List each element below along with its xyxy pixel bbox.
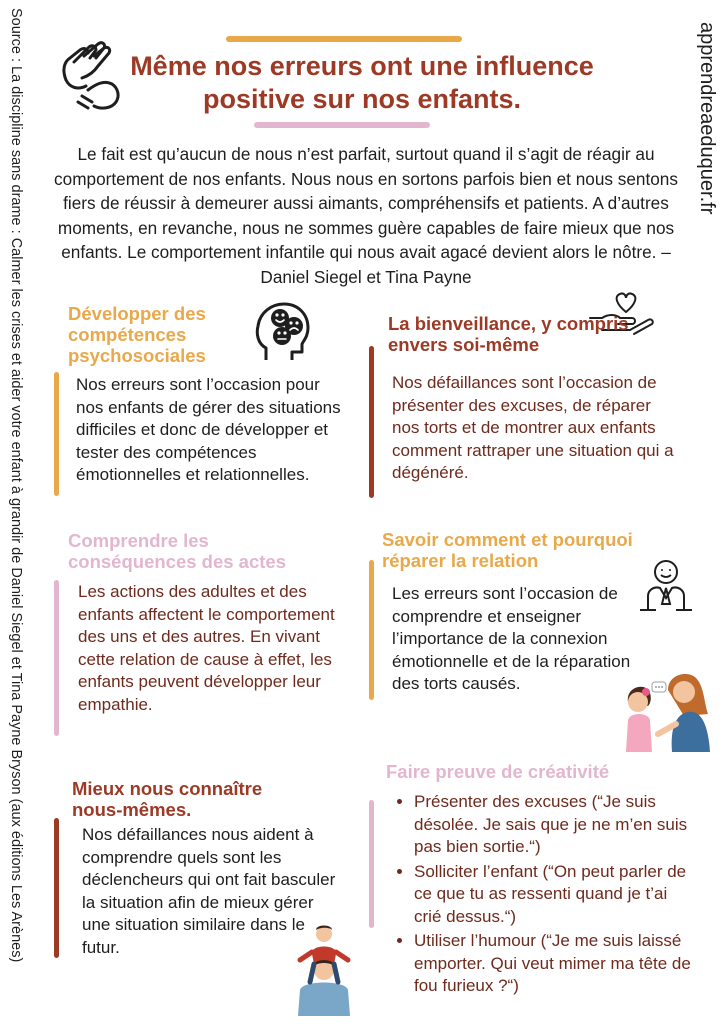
section-body-psychosocial: Nos erreurs sont l’occasion pour nos enfants de gérer des situations difficiles et donc de développer et tester des compétences émotionnelles et relationnelles. [76, 375, 341, 484]
creativity-list [392, 791, 698, 998]
section-body-self-knowledge: Nos défaillances nous aident à comprendre quels sont les déclencheurs qui ont fait basculer la situation afin de mieux gérer une situation similaire dans le futur. [82, 825, 336, 957]
title-bottom-bar [254, 122, 430, 128]
section-bar-repair [369, 560, 374, 700]
section-bar-self-knowledge [54, 818, 59, 958]
section-heading-consequences: Comprendre les conséquences des actes [68, 530, 286, 572]
emotions-head-icon [252, 300, 314, 362]
intro-quote: Le fait est qu’aucun de nous n’est parfait, surtout quand il s’agit de réagir au comportement de nos enfants. Nous nous en sortons parfois bien et nous sentons fiers de réussir à demeurer aussi aimants, compréhensifs et patients. A d’autres moments, en revanche, nous ne sommes guère capables de faire mieux que nos enfants. Le comportement infantile qui nous avait agacé devient alors le nôtre. – Daniel Siegel et Tina Payne [54, 144, 678, 287]
section-bar-creativity [369, 800, 374, 928]
section-heading-psychosocial: Développer des compétences psychosociales [68, 303, 206, 366]
section-bar-consequences [54, 580, 59, 736]
section-bar-kindness [369, 346, 374, 498]
section-body-creativity [392, 791, 698, 1000]
section-body-consequences: Les actions des adultes et des enfants affectent le comportement des uns et des autres. En vivant cette relation de cause à effet, les enfants peuvent développer leur empathie. [78, 582, 335, 714]
list-item: • Présenter des excuses (“Je suis désolée. Je sais que je ne m’en suis pas bien sortie.“) [414, 791, 698, 859]
mother-child-illustration [622, 668, 714, 754]
section-body-kindness: Nos défaillances sont l’occasion de présenter des excuses, de réparer nos torts et de montrer aux enfants comment rattraper une situation qui a dégénéré. [392, 373, 674, 482]
section-heading-self-knowledge: Mieux nous connaître nous-mêmes. [72, 778, 263, 820]
father-child-illustration [290, 924, 360, 1016]
section-body-repair: Les erreurs sont l’occasion de comprendre et enseigner l’importance de la connexion émotionnelle et de la réparation des torts causés. [392, 584, 631, 693]
title-top-bar [226, 36, 462, 42]
section-heading-creativity: Faire preuve de créativité [386, 761, 610, 782]
website-url: apprendreaeduquer.fr [696, 22, 718, 215]
section-bar-psychosocial [54, 372, 59, 496]
page-title: Même nos erreurs ont une influence positive sur nos enfants. [130, 51, 594, 114]
source-note: Source : La discipline sans drame : Calmer les crises et aider votre enfant à grandir de Daniel Siegel et Tina Payne Bryson (aux éditions Les Arènes) [8, 8, 24, 963]
section-heading-repair: Savoir comment et pourquoi réparer la relation [382, 529, 633, 571]
hands-holding-icon [58, 40, 128, 112]
section-heading-kindness: La bienveillance, y compris envers soi-même [388, 313, 629, 355]
list-item: • Utiliser l’humour (“Je me suis laissé emporter. Qui veut mimer ma tête de fou furieux ?“) [414, 930, 698, 998]
list-item: • Solliciter l’enfant (“On peut parler de ce que tu as ressenti quand je t’ai crié dessus.“) [414, 861, 698, 929]
